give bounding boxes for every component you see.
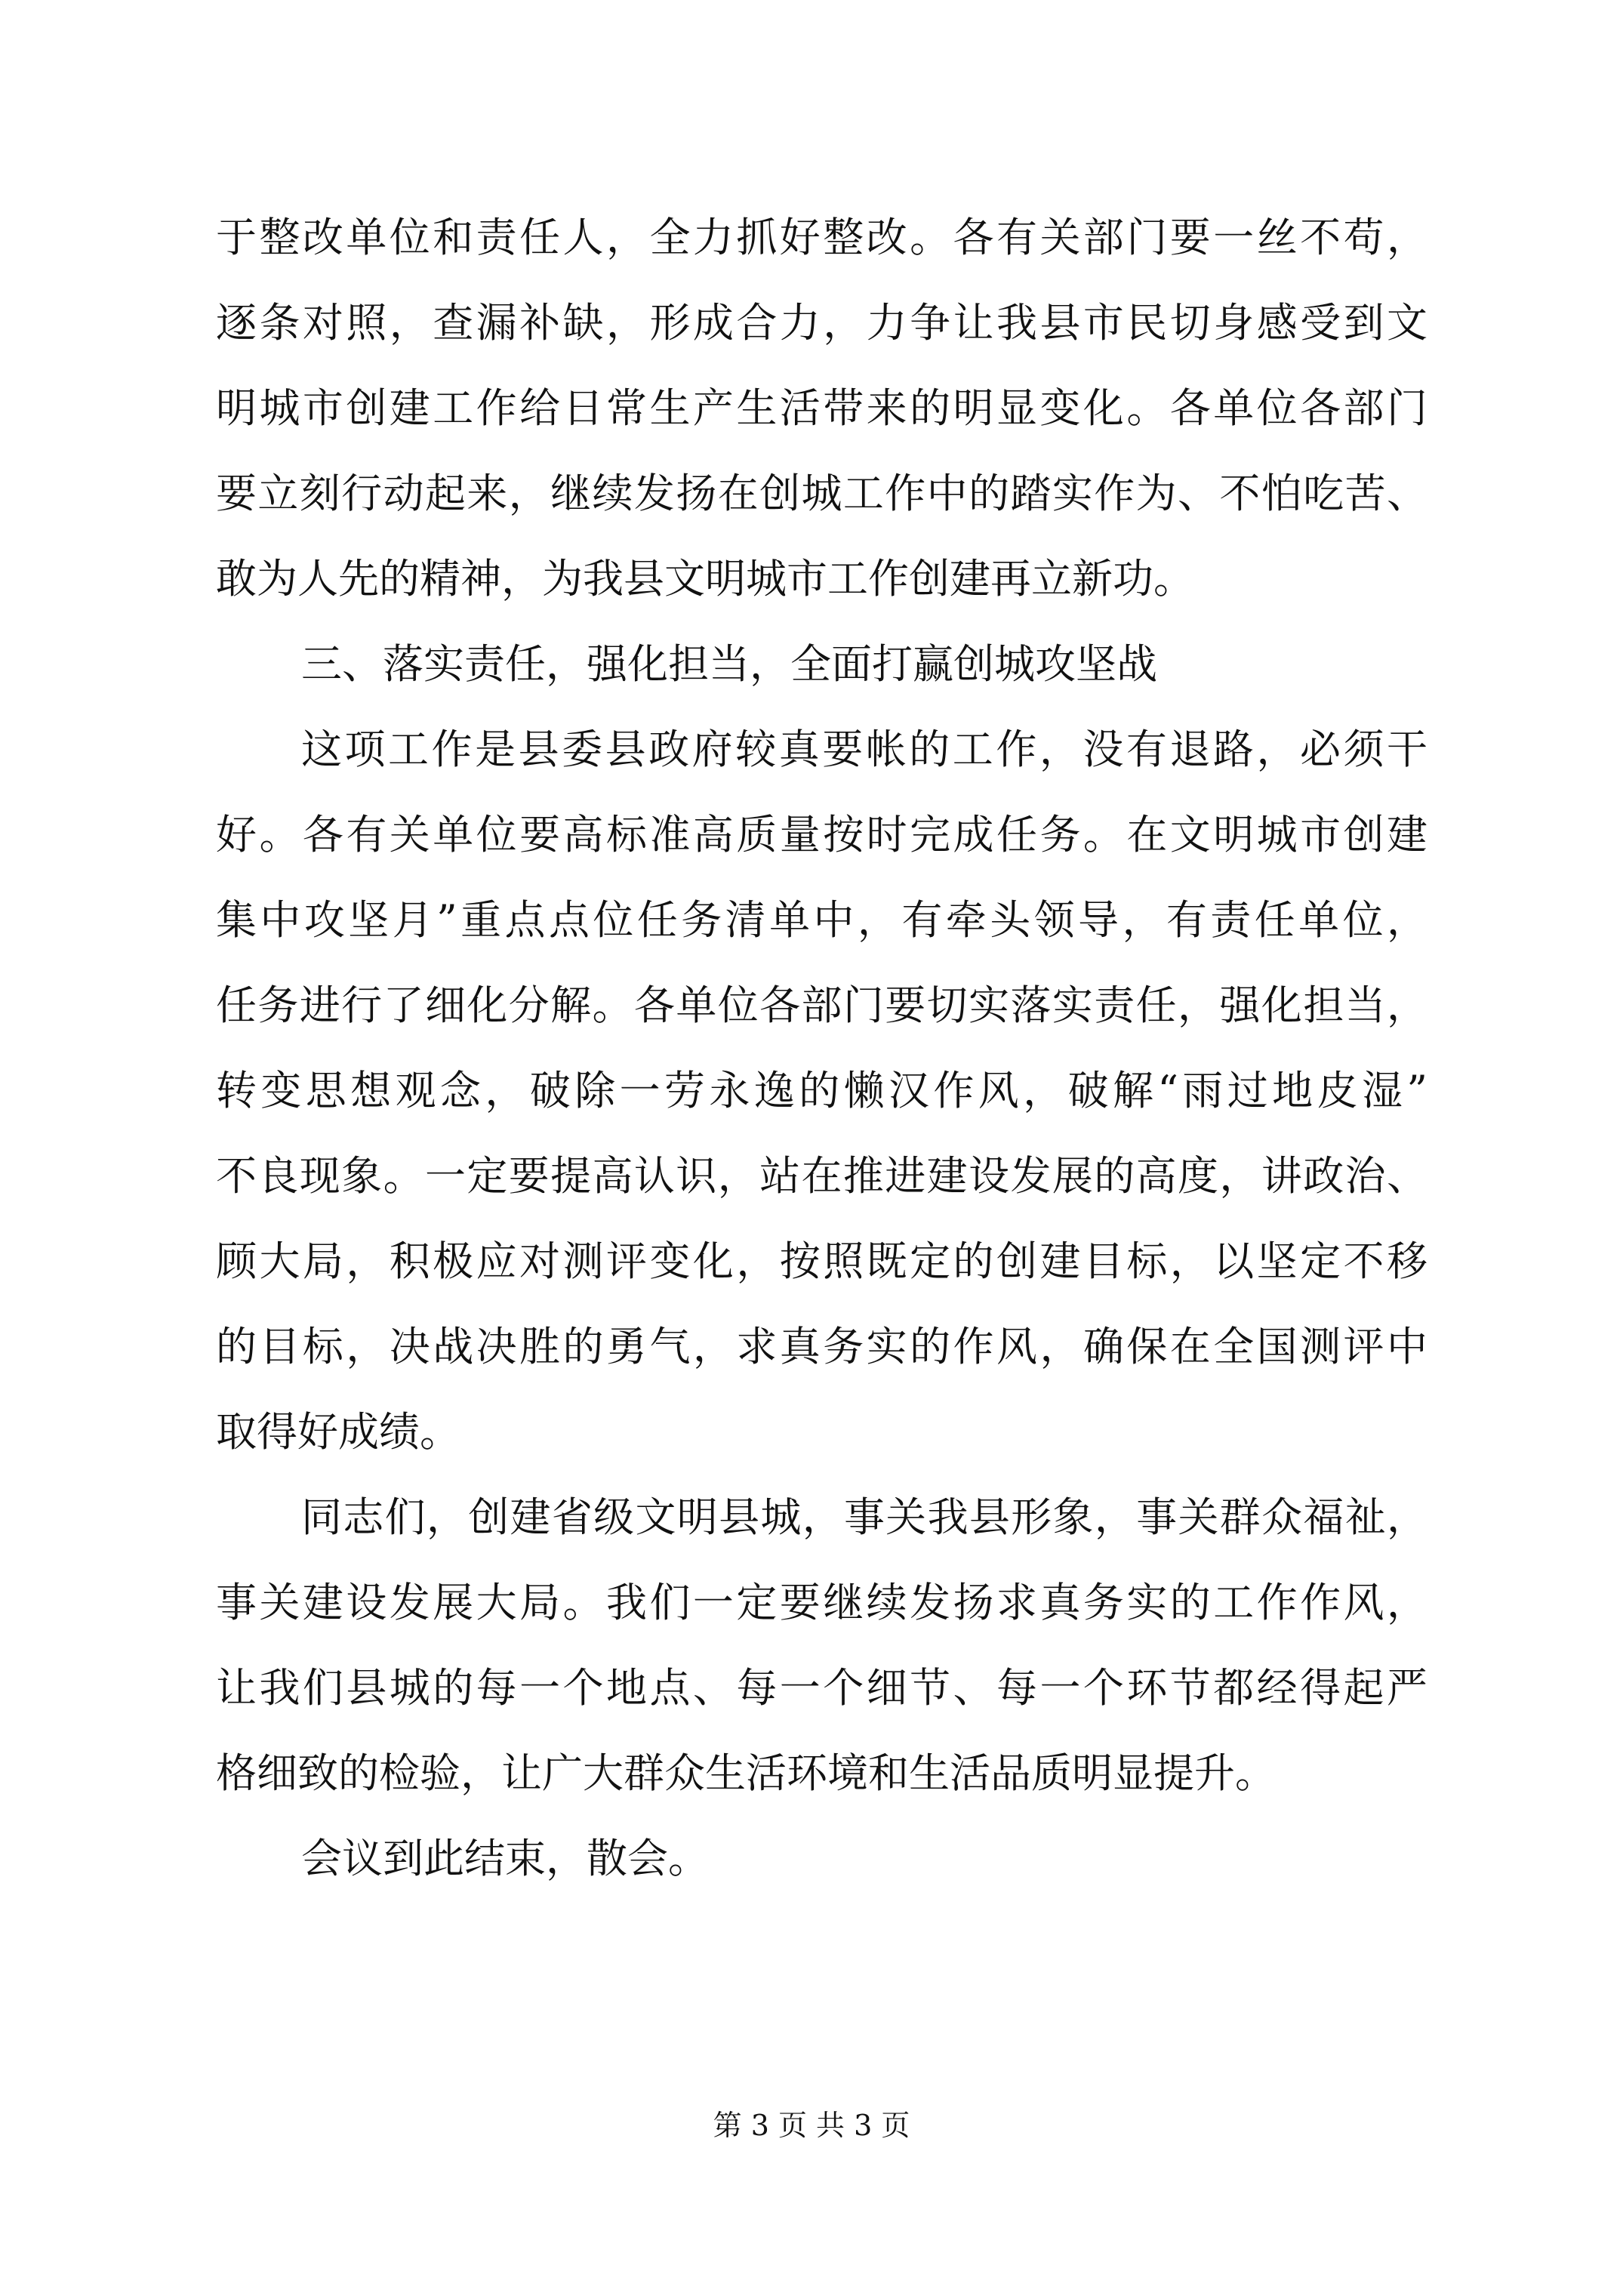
- text-line: 敢为人先的精神，为我县文明城市工作创建再立新功。: [216, 555, 1194, 603]
- text-line: 的目标，决战决胜的勇气，求真务实的作风，确保在全国测评中: [216, 1323, 1427, 1370]
- text-line: 转变思想观念，破除一劳永逸的懒汉作风，破解“雨过地皮湿”: [216, 1067, 1427, 1114]
- text-line: 让我们县城的每一个地点、每一个细节、每一个环节都经得起严: [216, 1664, 1427, 1712]
- text-line: 取得好成绩。: [216, 1408, 460, 1456]
- page-footer: 第 3 页 共 3 页: [713, 2109, 910, 2142]
- text-line: 事关建设发展大局。我们一定要继续发扬求真务实的工作作风，: [216, 1579, 1427, 1626]
- text-line: 明城市创建工作给日常生产生活带来的明显变化。各单位各部门: [216, 384, 1427, 432]
- text-line: 逐条对照，查漏补缺，形成合力，力争让我县市民切身感受到文: [216, 299, 1427, 347]
- text-line: 任务进行了细化分解。各单位各部门要切实落实责任，强化担当，: [216, 982, 1427, 1029]
- text-line: 同志们，创建省级文明县城，事关我县形象，事关群众福祉，: [301, 1493, 1427, 1541]
- text-line: 这项工作是县委县政府较真要帐的工作，没有退路，必须干: [301, 726, 1427, 773]
- closing-line: 会议到此结束，散会。: [301, 1835, 709, 1882]
- text-line: 于整改单位和责任人，全力抓好整改。各有关部门要一丝不苟，: [216, 214, 1427, 261]
- text-line: 不良现象。一定要提高认识，站在推进建设发展的高度，讲政治、: [216, 1152, 1427, 1200]
- text-line: 格细致的检验，让广大群众生活环境和生活品质明显提升。: [216, 1749, 1276, 1797]
- text-line: 好。各有关单位要高标准高质量按时完成任务。在文明城市创建: [216, 811, 1427, 858]
- text-line: 顾大局，积极应对测评变化，按照既定的创建目标，以坚定不移: [216, 1237, 1427, 1285]
- body-text: [216, 195, 1427, 1901]
- text-line: 要立刻行动起来，继续发扬在创城工作中的踏实作为、不怕吃苦、: [216, 470, 1427, 517]
- section-heading: 三、落实责任，强化担当，全面打赢创城攻坚战: [301, 640, 1157, 688]
- text-line: 集中攻坚月”重点点位任务清单中，有牵头领导，有责任单位，: [216, 896, 1427, 944]
